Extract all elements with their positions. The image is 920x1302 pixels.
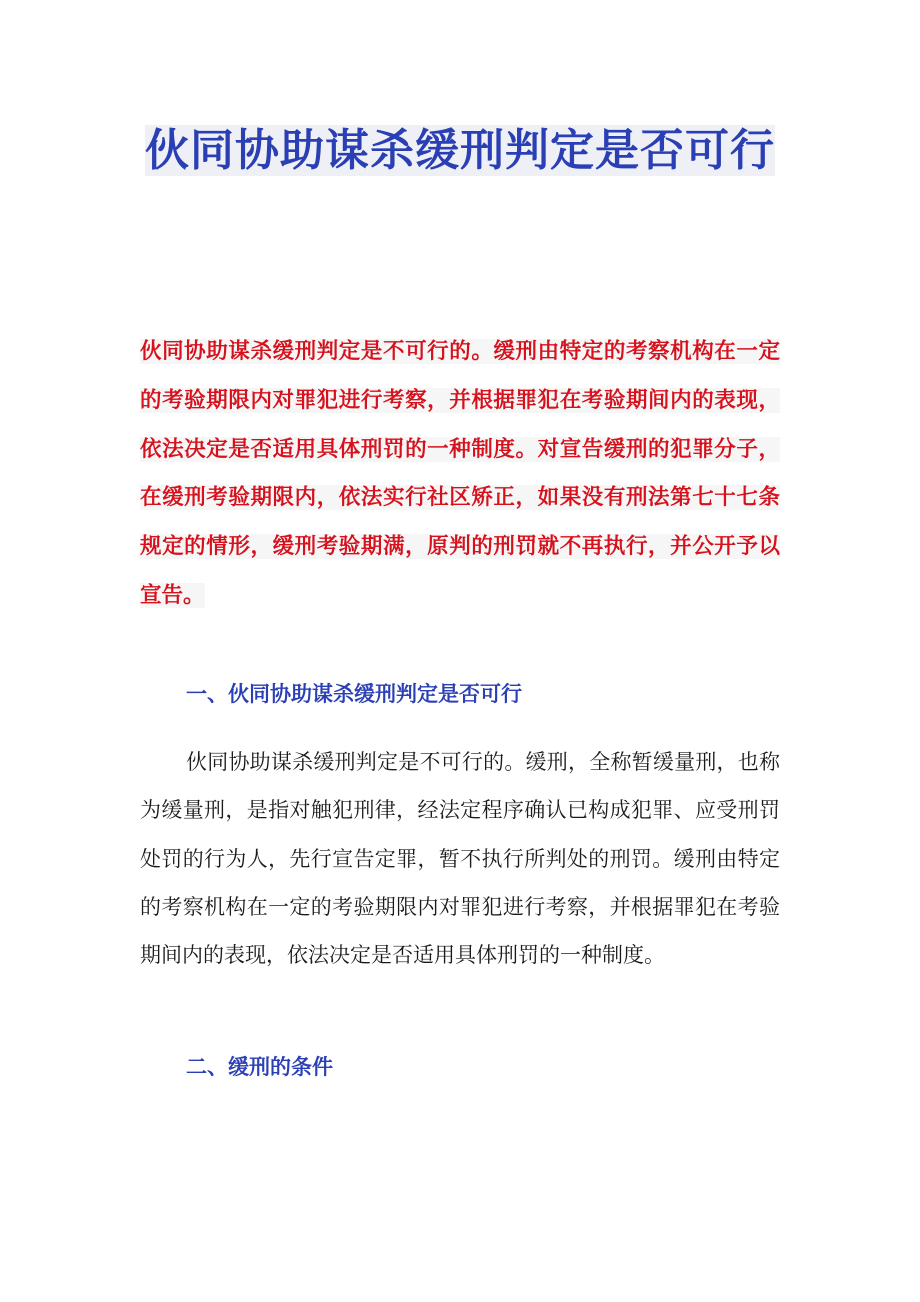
summary-paragraph <box>140 328 780 621</box>
section-heading-1: 一、伙同协助谋杀缓刑判定是否可行 <box>186 682 522 706</box>
document-title: 伙同协助谋杀缓刑判定是否可行 <box>145 125 775 176</box>
section-body-1: 伙同协助谋杀缓刑判定是不可行的。缓刑，全称暂缓量刑，也称为缓量刑，是指对触犯刑律，经法定程序确认已构成犯罪、应受刑罚处罚的行为人，先行宣告定罪，暂不执行所判处的刑罚。缓刑由特定的考察机构在一定的考验期限内对罪犯进行考察，并根据罪犯在考验期间内的表现，依法决定是否适用具体刑罚的一种制度。 <box>140 750 780 968</box>
summary-text: 伙同协助谋杀缓刑判定是不可行的。缓刑由特定的考察机构在一定的考验期限内对罪犯进行考察，并根据罪犯在考验期间内的表现，依法决定是否适用具体刑罚的一种制度。对宣告缓刑的犯罪分子，在缓刑考验期限内，依法实行社区矫正，如果没有刑法第七十七条规定的情形，缓刑考验期满，原判的刑罚就不再执行，并公开予以宣告。 <box>140 339 780 608</box>
title-block <box>140 112 780 190</box>
section-heading-2: 二、缓刑的条件 <box>186 1055 333 1079</box>
